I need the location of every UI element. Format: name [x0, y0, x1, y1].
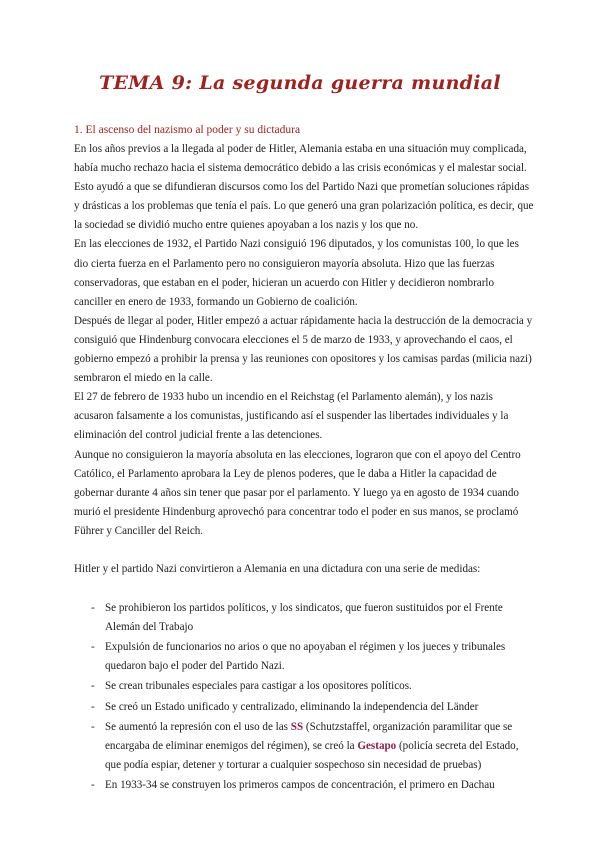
list-item-text: Expulsión de funcionarios no arios o que no apoyaban el régimen y los jueces y tribunales quedaron bajo el poder del Partido Nazi.: [105, 641, 506, 673]
list-item-text: Se creó un Estado unificado y centralizado, eliminando la independencia del Länder: [105, 700, 479, 713]
list-item-text: (policía secreta del Estado, que podía espiar, detener y torturar a cualquier sospechoso sin necesidad de pruebas): [105, 739, 519, 771]
list-item-text: Se aumentó la represión con el uso de las: [105, 720, 291, 733]
list-item: [74, 599, 534, 637]
section-heading: 1. El ascenso del nazismo al poder y su dictadura: [74, 124, 301, 136]
list-item: [74, 776, 534, 795]
gestapo-highlight: Gestapo: [357, 739, 397, 752]
bullet-marker: -: [91, 680, 95, 693]
bullet-marker: -: [91, 602, 95, 615]
list-item-text: Se prohibieron los partidos políticos, y los sindicatos, que fueron sustituidos por el Frente Alemán del Trabajo: [105, 602, 503, 634]
bullet-marker: -: [91, 720, 95, 733]
bullet-marker: -: [91, 778, 95, 791]
measures-intro: Hitler y el partido Nazi convirtieron a Alemania en una dictadura con una serie de medidas:: [74, 562, 481, 575]
ss-highlight: SS: [290, 720, 304, 733]
measures-list: [74, 599, 534, 795]
paragraph-1932-elections: En las elecciones de 1932, el Partido Nazi consiguió 196 diputados, y los comunistas 100, lo que les dio cierta fuerza en el Parlamento pero no consiguieron mayoría absoluta. Hizo que las fuerzas conservadoras, que estaban en el poder, hicieran un acuerdo con Hitler y decidieron nombrarlo canciller en enero de 1933, formando un Gobierno de coalición.: [74, 238, 519, 308]
paragraph-prewar-context: En los años previos a la llegada al poder de Hitler, Alemania estaba en una situación muy complicada, había mucho rechazo hacia el sistema democrático debido a las crisis económicas y el malestar social. Esto ayudó a que se difundieran discursos como los del Partido Nazi que prometían soluciones rápidas y drásticas a los problemas que tenía el país. Lo que generó una gran polarización política, es decir, que la sociedad se dividió mucho entre quienes apoyaban a los nazis y los que no.: [74, 143, 534, 232]
list-item: [74, 638, 534, 676]
document-title: TEMA 9: La segunda guerra mundial: [99, 72, 501, 94]
paragraph-full-powers-law: Aunque no consiguieron la mayoría absoluta en las elecciones, lograron que con el apoyo del Centro Católico, el Parlamento aprobara la Ley de plenos poderes, que le daba a Hitler la capacidad de gobernar durante 4 años sin tener que pasar por el parlamento. Y luego ya en agosto de 1934 cuando murió el presidente Hindenburg aprovechó para concentrar todo el poder en sus manos, se proclamó Führer y Canciller del Reich.: [74, 448, 521, 537]
list-item: [74, 677, 534, 696]
list-item-text: (Schutzstaffel, organización paramilitar que se encargaba de eliminar enemigos del régimen), se creó la: [105, 720, 513, 752]
paragraph-reichstag-fire: El 27 de febrero de 1933 hubo un incendio en el Reichstag (el Parlamento alemán), y los nazis acusaron falsamente a los comunistas, justificando así el suspender las libertades individuales y la eliminación del control judicial frente a las detenciones.: [74, 391, 509, 442]
list-item-text: En 1933-34 se construyen los primeros campos de concentración, el primero en Dachau: [105, 778, 495, 791]
bullet-marker: -: [91, 641, 95, 654]
list-item-text: Se crean tribunales especiales para castigar a los opositores políticos.: [105, 680, 412, 693]
list-item-ss-gestapo: [74, 718, 534, 775]
paragraph-destruction-democracy: Después de llegar al poder, Hitler empezó a actuar rápidamente hacia la destrucción de la democracia y consiguió que Hindenburg convocara elecciones el 5 de marzo de 1933, y aprovechando el caos, el gobierno empezó a prohibir la prensa y las reuniones con opositores y los camisas pardas (milicia nazi) sembraron el miedo en la calle.: [74, 314, 533, 385]
list-item: [74, 698, 534, 717]
section-content: [74, 121, 534, 796]
bullet-marker: -: [91, 700, 95, 713]
